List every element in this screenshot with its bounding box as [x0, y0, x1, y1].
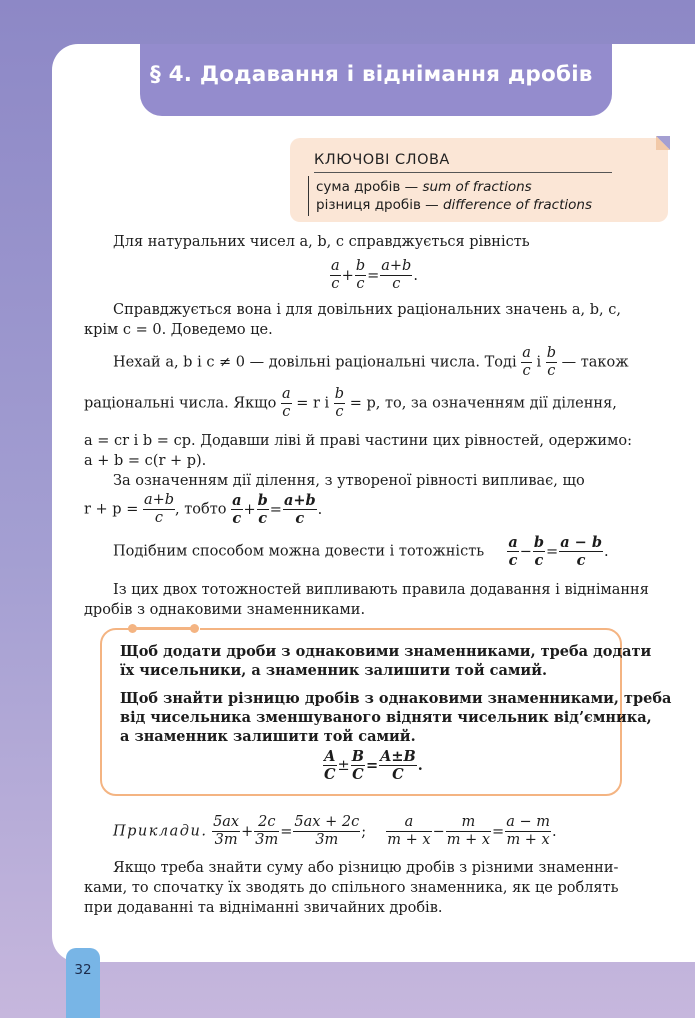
section-title: § 4. Додавання і віднімання дробів: [150, 62, 593, 87]
paragraph-2-line2: крім c = 0. Доведемо це.: [84, 322, 273, 338]
rule-formula: $\frac{A}{C}$ ± $\frac{B}{C}$ = $\frac{A\pm B}{C}$ .: [324, 748, 423, 783]
keyword-item-sum: сума дробів — sum of fractions: [316, 179, 532, 195]
paragraph-7-line1: Якщо треба знайти суму або різницю дробів з різними знаменни-: [113, 860, 619, 876]
keyword-item-difference: різниця дробів — difference of fractions: [316, 197, 592, 213]
paragraph-3-line4: a + b = c(r + p).: [84, 453, 207, 469]
paragraph-4-line2: r + p = $\frac{a+b}{c}$ , тобто $\frac{a}{c}$ + $\frac{b}{c}$ = $\frac{a+b}{c}$ .: [84, 492, 323, 527]
keywords-divider: [314, 172, 612, 173]
paragraph-1: Для натуральних чисел a, b, c справджується рівність: [113, 234, 530, 250]
paragraph-7-line2: ками, то спочатку їх зводять до спільного знаменника, як це роблять: [84, 880, 619, 896]
page-number-tab: [66, 948, 100, 1018]
paragraph-5: Подібним способом можна довести і тотожність $\frac{a}{c}$ − $\frac{b}{c}$ = $\frac{a - b}{c}$ .: [113, 534, 609, 569]
rule-1-line1: Щоб додати дроби з однаковими знаменниками, треба додати: [120, 643, 652, 660]
examples-line: Приклади. $\frac{5ax}{3m}$ + $\frac{2c}{3m}$ = $\frac{5ax + 2c}{3m}$ ; $\frac{a}{m + x}$ − $\frac{m}{m + x}$ = $\frac{a - m}{m + x}$ .: [113, 814, 557, 848]
rule-dot-left: [128, 624, 137, 633]
page-number: 32: [74, 962, 92, 978]
paragraph-3-line1: Нехай a, b і c ≠ 0 — довільні раціональні числа. Тоді $\frac{a}{c}$ і $\frac{b}{c}$ — також: [113, 345, 629, 379]
rule-2-line1: Щоб знайти різницю дробів з однаковими знаменниками, треба: [120, 690, 672, 707]
paragraph-3-line3: a = cr і b = cp. Додавши ліві й праві частини цих рівностей, одержимо:: [84, 433, 632, 449]
rule-1-line2: їх чисельники, а знаменник залишити той самий.: [120, 662, 547, 679]
rule-dot-right: [190, 624, 199, 633]
paragraph-6-line1: Із цих двох тотожностей випливають правила додавання і віднімання: [113, 582, 649, 598]
keywords-heading: КЛЮЧОВІ СЛОВА: [314, 152, 450, 168]
rule-box-accent-line: [134, 627, 194, 630]
rule-2-line2: від чисельника зменшуваного відняти чисельник від’ємника,: [120, 709, 652, 726]
keywords-bracket: [308, 176, 314, 216]
formula-sum-natural: $\frac{a}{c}$ + $\frac{b}{c}$ = $\frac{a+b}{c}$ .: [331, 258, 418, 292]
rule-2-line3: а знаменник залишити той самий.: [120, 728, 416, 745]
paragraph-6-line2: дробів з однаковими знаменниками.: [84, 602, 366, 618]
paragraph-2-line1: Справджується вона і для довільних раціональних значень a, b, c,: [113, 302, 621, 318]
paragraph-7-line3: при додаванні та відніманні звичайних дробів.: [84, 900, 443, 916]
folded-corner-icon: [656, 136, 670, 150]
paragraph-3-line2: раціональні числа. Якщо $\frac{a}{c}$ = r і $\frac{b}{c}$ = p, то, за означенням дії ділення,: [84, 386, 617, 420]
paragraph-4-line1: За означенням дії ділення, з утвореної рівності випливає, що: [113, 473, 585, 489]
